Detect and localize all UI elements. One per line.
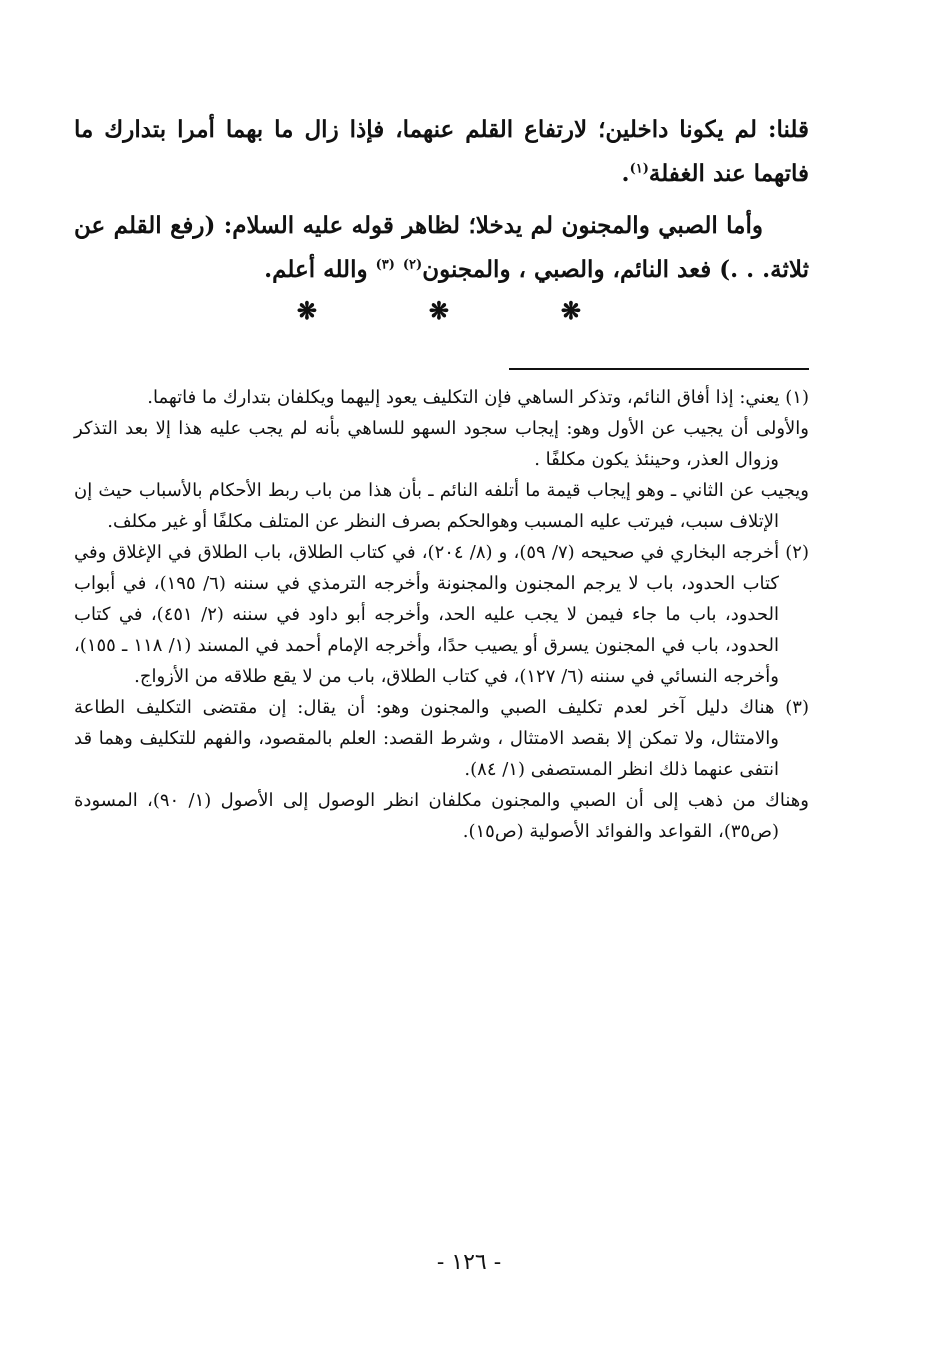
footnote-1-continuation: والأولى أن يجيب عن الأول وهو: إيجاب سجود السهو للساهي بأنه لم يجب عليه هذا إلا بعد التذكر وزوال العذر، وحينئذ يكون مكلفًا . <box>74 418 809 470</box>
footnote-2: (٢) أخرجه البخاري في صحيحه (٧/ ٥٩)، و (٨/ ٢٠٤)، في كتاب الطلاق، باب الطلاق في الإغلاق وفي كتاب الحدود، باب لا يرجم المجنون والمجنونة وأخرجه الترمذي في سننه (٦/ ١٩٥)، في أبواب الحدود، باب ما جاء فيمن لا يجب عليه الحد، وأخرجه أبو داود في سننه (٢/ ٤٥١)، في كتاب الحدود، باب في المجنون يسرق أو يصيب حدًا، وأخرجه الإمام أحمد في المسند (١/ ١١٨ ـ ١٥٥)، وأخرجه النسائي في سننه (٦/ ١٢٧)، في كتاب الطلاق، باب من لا يقع طلاقه من الأزواج. <box>74 542 809 687</box>
footnote-ref-3: (٣) <box>375 257 395 273</box>
paragraph-1-line-1: قلنا: لم يكونا داخلين؛ لارتفاع القلم عنهما، فإذا زال ما بهما أمرا بتدارك ما <box>74 116 809 143</box>
star-ornament: ❋ <box>560 296 581 325</box>
paragraph-1-end: . <box>621 160 630 187</box>
paragraph-2-text: وأما الصبي والمجنون لم يدخلا؛ لظاهر قوله عليه السلام: (رفع القلم عن ثلاثة. . .) فعد النائم، والصبي ، والمجنون <box>74 212 809 283</box>
footnote-1: (١) يعني: إذا أفاق النائم، وتذكر الساهي فإن التكليف يعود إليهما ويكلفان بتدارك ما فاتهما. <box>147 387 809 408</box>
main-text <box>74 108 809 332</box>
page-number: - ١٢٦ - <box>436 1250 502 1275</box>
footnote-3: (٣) هناك دليل آخر لعدم تكليف الصبي والمجنون وهو: أن يقال: إن مقتضى التكليف الطاعة والامتثال، ولا تمكن إلا بقصد الامتثال ، وشرط القصد: العلم بالمقصود، والفهم للتكليف وهما قد انتفى عنهما ذلك انظر المستصفى (١/ ٨٤). <box>74 697 809 780</box>
paragraph-1 <box>74 108 809 196</box>
star-ornament: ❋ <box>296 296 317 325</box>
paragraph-2 <box>74 204 809 292</box>
section-divider <box>74 296 809 332</box>
paragraph-2-end: والله أعلم. <box>264 256 376 283</box>
paragraph-1-line-2: فاتهما عند الغفلة <box>648 160 809 187</box>
footnotes <box>74 382 809 847</box>
page-body <box>74 108 809 847</box>
footnote-ref-2: (٢) <box>402 257 423 273</box>
footnote-separator <box>509 368 809 370</box>
star-ornament: ❋ <box>428 296 449 325</box>
footnote-ref-1: (١) <box>629 161 649 177</box>
footnote-1-continuation: ويجيب عن الثاني ـ وهو إيجاب قيمة ما أتلفه النائم ـ بأن هذا من باب ربط الأحكام بالأسباب حيث إن الإتلاف سبب، فيرتب عليه المسبب وهوالحكم بصرف النظر عن المتلف مكلفًا أو غير مكلف. <box>74 480 810 532</box>
footnote-3-continuation: وهناك من ذهب إلى أن الصبي والمجنون مكلفان انظر الوصول إلى الأصول (١/ ٩٠)، المسودة (ص٣٥)، القواعد والفوائد الأصولية (ص١٥). <box>74 790 809 842</box>
